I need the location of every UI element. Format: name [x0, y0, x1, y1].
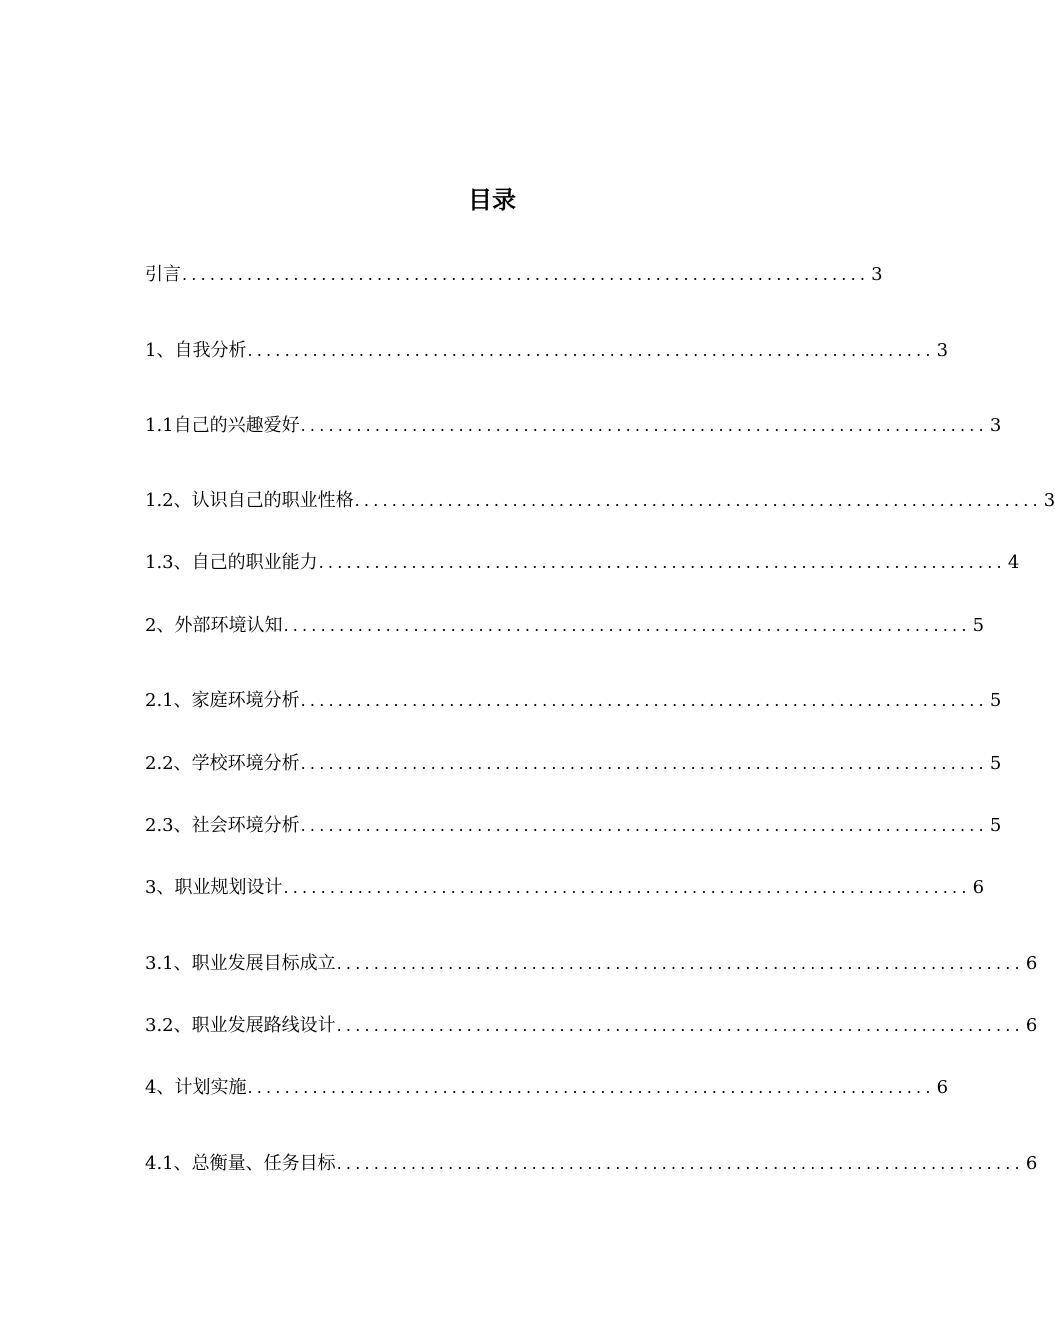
toc-entry[interactable]: [145, 548, 1020, 578]
toc-page-number: 5: [989, 753, 1002, 774]
toc-dot-leader: ..........................................................................: [300, 816, 988, 835]
toc-entry[interactable]: [145, 873, 985, 903]
toc-entry-label: 4、计划实施: [145, 1077, 247, 1098]
toc-dot-leader: ..........................................................................: [300, 691, 988, 710]
toc-entry-label: 引言: [145, 264, 181, 285]
toc-dot-leader: ..........................................................................: [300, 416, 988, 435]
toc-dot-leader: ..........................................................................: [336, 1154, 1024, 1173]
toc-page-number: 5: [989, 815, 1002, 836]
toc-entry-label: 2、外部环境认知: [145, 615, 283, 636]
toc-page-number: 3: [936, 340, 949, 361]
toc-entry-label: 2.3、社会环境分析: [145, 815, 300, 836]
toc-page-number: 5: [989, 690, 1002, 711]
toc-page-number: 6: [972, 877, 985, 898]
toc-dot-leader: ..........................................................................: [300, 754, 988, 773]
toc-entry[interactable]: [145, 749, 1002, 779]
toc-entry-label: 2.2、学校环境分析: [145, 753, 300, 774]
toc-entry[interactable]: [145, 1011, 1038, 1041]
toc-dot-leader: ..........................................................................: [283, 616, 971, 635]
toc-entry-label: 2.1、家庭环境分析: [145, 690, 300, 711]
toc-page-number: 6: [1025, 953, 1038, 974]
toc-page-number: 5: [972, 615, 985, 636]
toc-entry-label: 1、自我分析: [145, 340, 247, 361]
toc-dot-leader: ..........................................................................: [283, 878, 971, 897]
toc-title: 目录: [468, 186, 516, 214]
toc-page-number: 3: [871, 264, 883, 285]
toc-dot-leader: ..........................................................................: [318, 553, 1006, 572]
toc-entry[interactable]: [145, 1149, 1038, 1179]
toc-entry[interactable]: [145, 411, 1002, 441]
toc-dot-leader: ..........................................................................: [247, 341, 935, 360]
toc-page-number: 6: [1025, 1153, 1038, 1174]
toc-entry-label: 1.2、认识自己的职业性格: [145, 490, 354, 511]
toc-dot-leader: ..........................................................................: [182, 265, 870, 284]
toc-page-number: 6: [936, 1077, 949, 1098]
toc-entry[interactable]: [145, 811, 1002, 841]
toc-entry-label: 3.2、职业发展路线设计: [145, 1015, 336, 1036]
toc-entry[interactable]: [145, 1073, 949, 1103]
toc-entry-label: 3、职业规划设计: [145, 877, 283, 898]
toc-entry[interactable]: [145, 686, 1002, 716]
toc-dot-leader: ..........................................................................: [247, 1078, 935, 1097]
toc-dot-leader: ..........................................................................: [336, 954, 1024, 973]
toc-entry[interactable]: [145, 949, 1038, 979]
toc-page-number: 3: [1043, 490, 1055, 511]
toc-entry-label: 1.1自己的兴趣爱好: [145, 415, 300, 436]
toc-entry-label: 4.1、总衡量、任务目标: [145, 1153, 336, 1174]
toc-entry-label: 1.3、自己的职业能力: [145, 552, 318, 573]
toc-entry[interactable]: [145, 336, 949, 366]
toc-dot-leader: ..........................................................................: [354, 491, 1042, 510]
toc-entry-label: 3.1、职业发展目标成立: [145, 953, 336, 974]
toc-page-number: 3: [989, 415, 1002, 436]
toc-page-number: 6: [1025, 1015, 1038, 1036]
toc-page-number: 4: [1007, 552, 1020, 573]
toc-entry[interactable]: [145, 611, 985, 641]
toc-entry[interactable]: [145, 486, 1055, 516]
toc-dot-leader: ..........................................................................: [336, 1016, 1024, 1035]
toc-entry[interactable]: [145, 260, 883, 290]
